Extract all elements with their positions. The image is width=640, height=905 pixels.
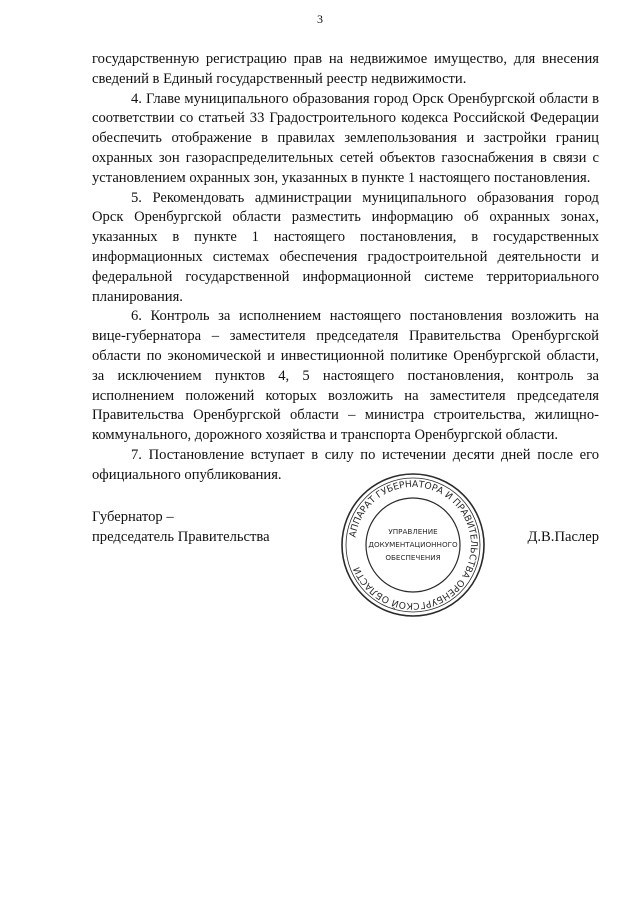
official-seal-stamp xyxy=(338,470,488,620)
seal-center-line-2: ДОКУМЕНТАЦИОННОГО xyxy=(368,540,458,549)
seal-center-line-1: УПРАВЛЕНИЕ xyxy=(388,527,438,536)
page-number: 3 xyxy=(317,12,323,26)
signer-name: Д.В.Паслер xyxy=(527,529,599,545)
paragraph-item-7: 7. Постановление вступает в силу по истечении десяти дней после его официального опубликования. xyxy=(92,446,599,483)
paragraph-continuation: государственную регистрацию прав на недвижимое имущество, для внесения сведений в Единый государственный реестр недвижимости. xyxy=(92,51,599,87)
seal-ring-text: АППАРАТ ГУБЕРНАТОРА И ПРАВИТЕЛЬСТВА ОРЕНБУРГСКОЙ ОБЛАСТИ xyxy=(347,478,480,612)
document-body xyxy=(92,50,599,486)
seal-center-line-3: ОБЕСПЕЧЕНИЯ xyxy=(385,553,441,562)
signer-position-line-1: Губернатор – xyxy=(92,509,174,525)
signer-position xyxy=(92,508,270,548)
paragraph-item-5: 5. Рекомендовать администрации муниципального образования город Орск Оренбургской области разместить информацию об охранных зонах, указанных в пункте 1 настоящего постановления, в государственных информационных системах обеспечения градостроительной деятельности и федеральной государственной информационной системе территориального планирования. xyxy=(92,189,599,305)
paragraph-item-4: 4. Главе муниципального образования город Орск Оренбургской области в соответствии со статьей 33 Градостроительного кодекса Российской Федерации обеспечить отображение в правилах землепользования и застройки границ охранных зон газораспределительных сетей объектов газоснабжения в связи с установлением охранных зон, указанных в пункте 1 настоящего постановления. xyxy=(92,90,599,186)
paragraph-item-6: 6. Контроль за исполнением настоящего постановления возложить на вице-губернатора – заместителя председателя Правительства Оренбургской области по экономической и инвестиционной политике Оренбургской области, за исключением пунктов 4, 5 настоящего постановления, контроль за исполнением положений которых возложить на заместителя председателя Правительства Оренбургской области – министра строительства, жилищно-коммунального, дорожного хозяйства и транспорта Оренбургской области. xyxy=(92,308,599,444)
seal-graphic xyxy=(338,470,488,620)
signer-position-line-2: председатель Правительства xyxy=(92,528,270,545)
